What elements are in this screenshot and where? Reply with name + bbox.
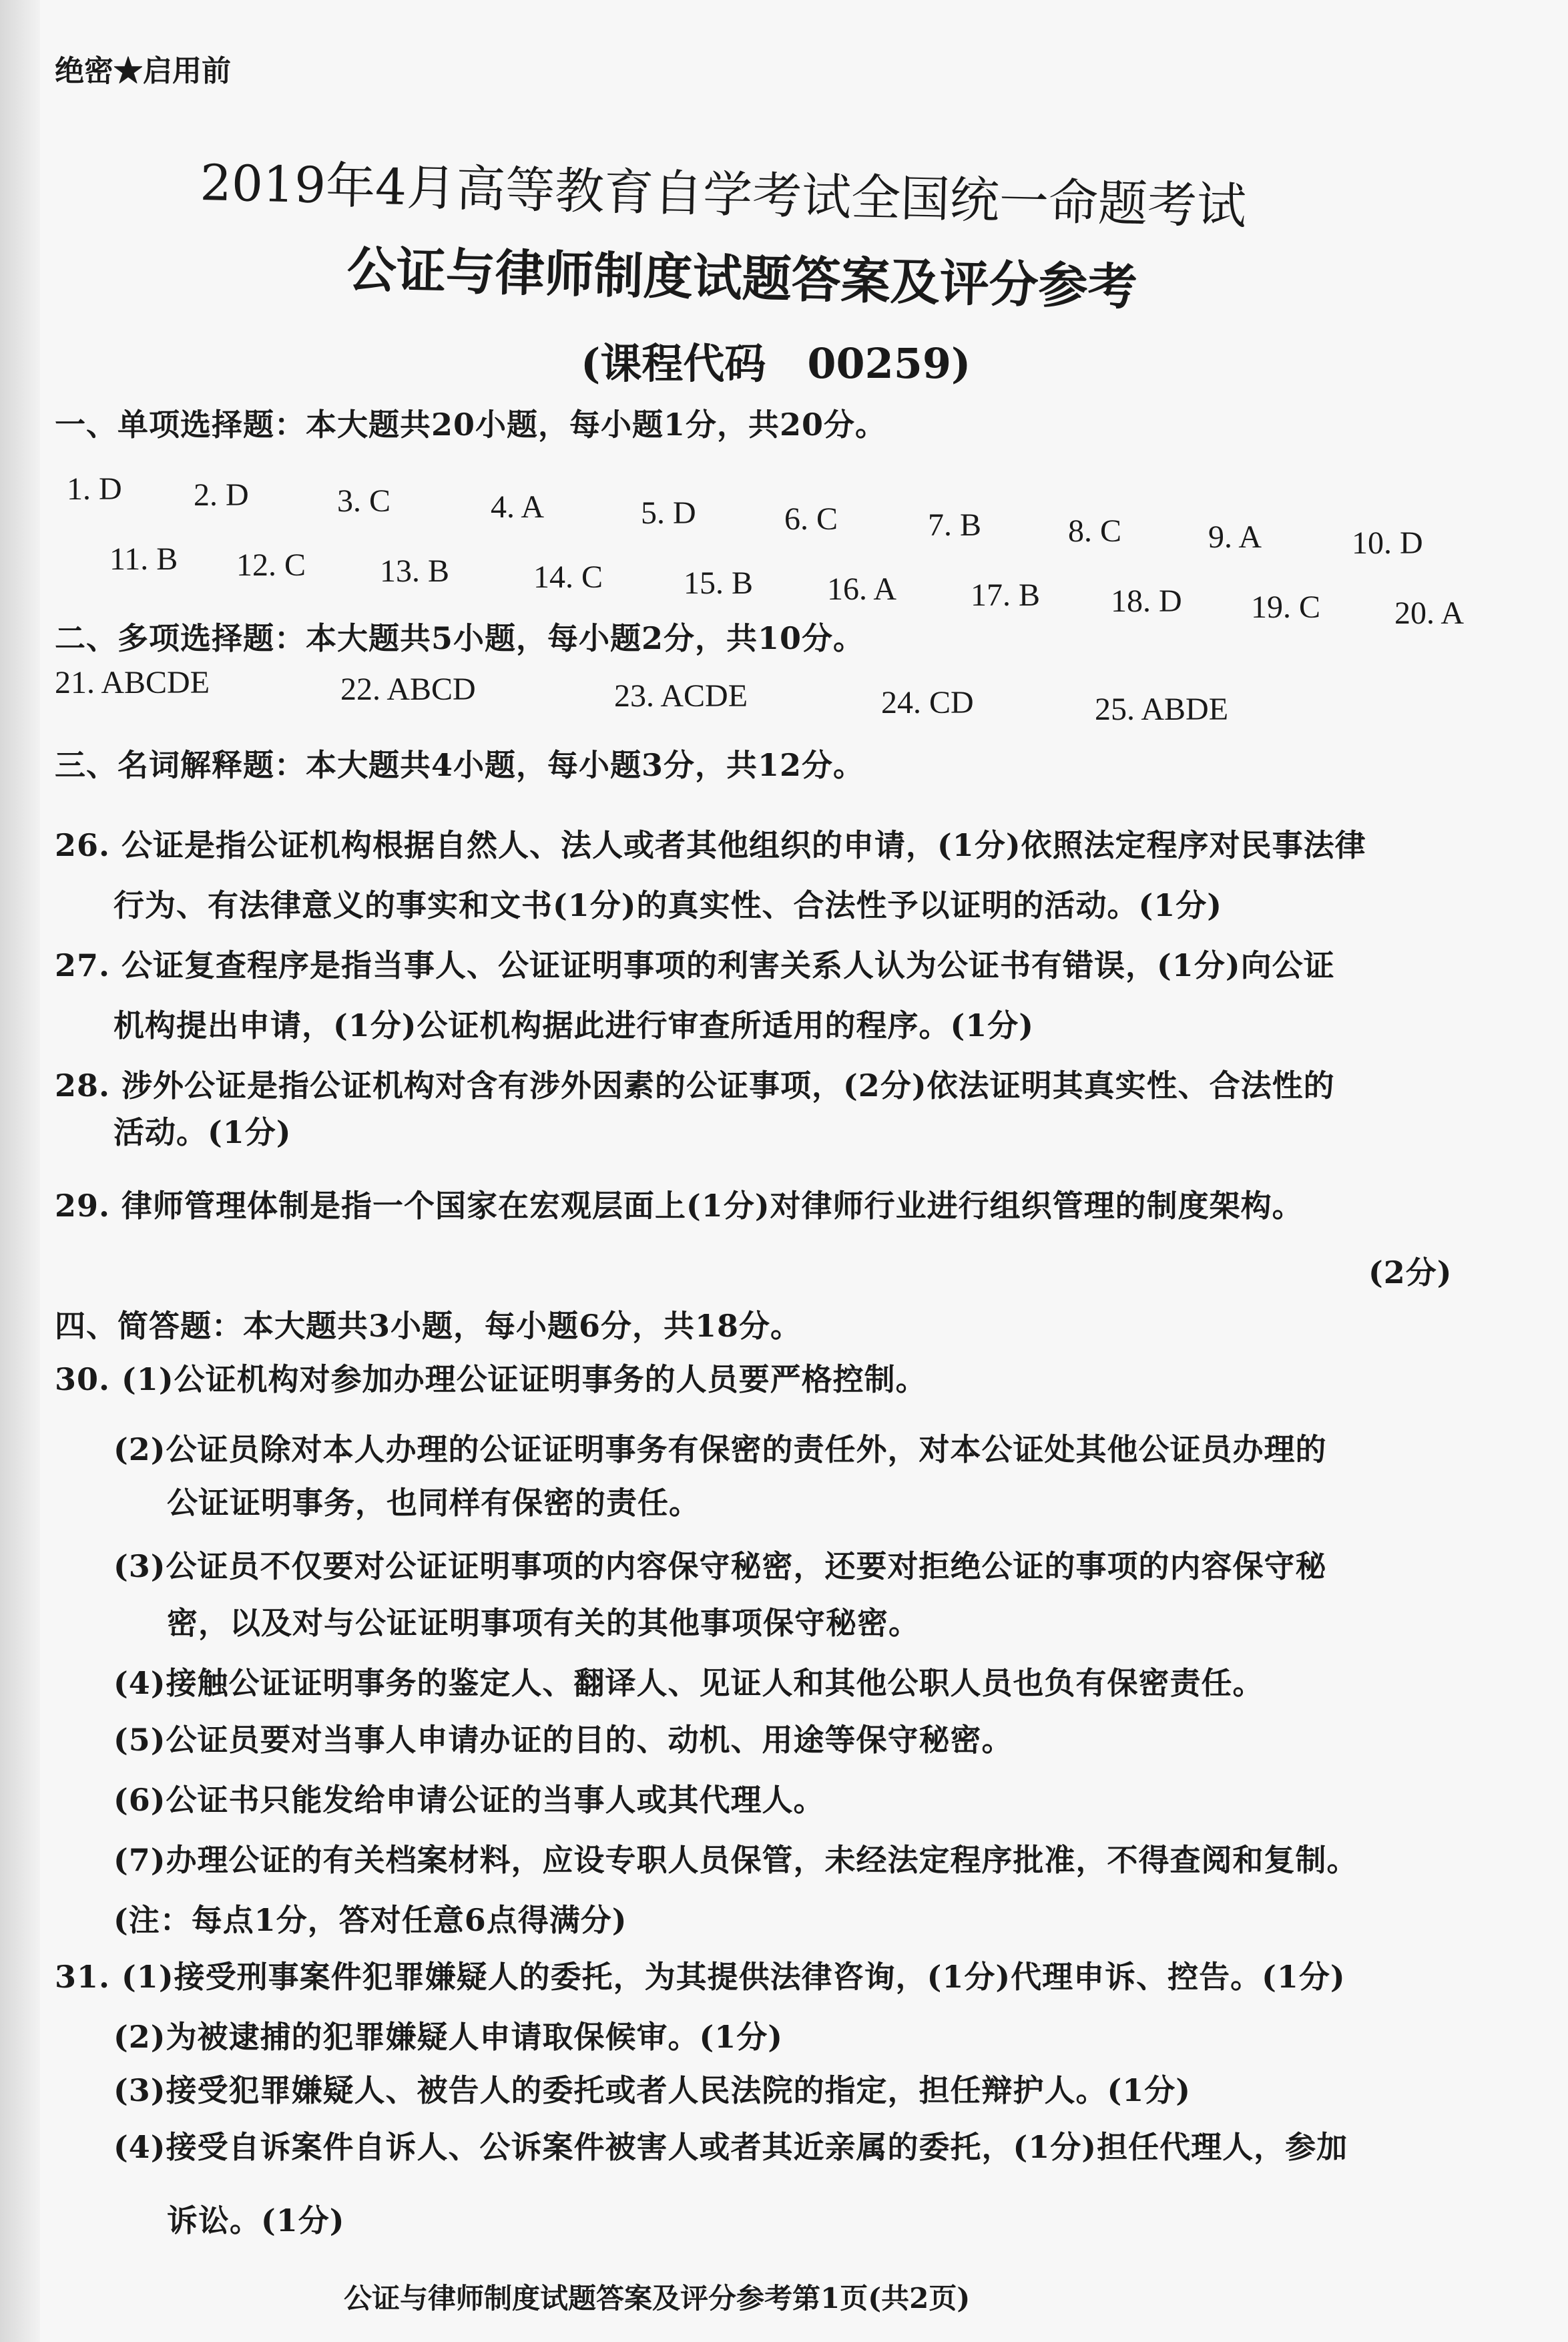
answer-line: (5)公证员要对当事人申请办证的目的、动机、用途等保守秘密。 [113, 1722, 1013, 1758]
section-heading-term-explanation: 三、名词解释题：本大题共4小题，每小题3分，共12分。 [55, 747, 865, 783]
answer-line: 27. 公证复查程序是指当事人、公证证明事项的利害关系人认为公证书有错误，(1分)向公证 [55, 947, 1335, 983]
confidential-label: 绝密★启用前 [55, 54, 231, 88]
answer-item: 21. ABCDE [55, 665, 210, 700]
answer-line: 密，以及对与公证证明事项有关的其他事项保守秘密。 [167, 1605, 920, 1641]
answer-item: 19. C [1251, 590, 1321, 625]
answer-item: 5. D [641, 495, 696, 531]
answer-line: 机构提出申请，(1分)公证机构据此进行审查所适用的程序。(1分) [113, 1007, 1035, 1043]
answer-item: 2. D [194, 477, 249, 513]
answer-line: (3)接受犯罪嫌疑人、被告人的委托或者人民法院的指定，担任辩护人。(1分) [113, 2072, 1192, 2108]
answer-line: (7)办理公证的有关档案材料，应设专职人员保管，未经法定程序批准，不得查阅和复制。 [113, 1842, 1358, 1878]
answer-item: 8. C [1068, 513, 1122, 549]
section-heading-single-choice: 一、单项选择题：本大题共20小题，每小题1分，共20分。 [55, 407, 887, 443]
answer-line: (注：每点1分，答对任意6点得满分) [113, 1902, 627, 1938]
answer-item: 11. B [109, 541, 178, 577]
section-heading-multiple-choice: 二、多项选择题：本大题共5小题，每小题2分，共10分。 [55, 620, 865, 656]
exam-title: 2019年4月高等教育自学考试全国统一命题考试 [199, 154, 1247, 236]
answer-line: (2)为被逮捕的犯罪嫌疑人申请取保候审。(1分) [113, 2019, 784, 2055]
answer-item: 15. B [684, 565, 754, 601]
answer-line: (3)公证员不仅要对公证证明事项的内容保守秘密，还要对拒绝公证的事项的内容保守秘 [113, 1548, 1327, 1584]
answer-item: 6. C [784, 501, 838, 537]
answer-line: 诉讼。(1分) [167, 2202, 345, 2239]
answer-item: 18. D [1111, 583, 1182, 619]
answer-line: 行为、有法律意义的事实和文书(1分)的真实性、合法性予以证明的活动。(1分) [113, 887, 1223, 923]
answer-line: (4)接受自诉案件自诉人、公诉案件被害人或者其近亲属的委托，(1分)担任代理人，参加 [113, 2129, 1348, 2165]
answer-item: 12. C [236, 547, 306, 583]
answer-item: 9. A [1208, 519, 1262, 555]
answer-line: 30. (1)公证机构对参加办理公证证明事务的人员要严格控制。 [55, 1361, 927, 1397]
answer-item: 22. ABCD [340, 672, 476, 707]
document-title: 公证与律师制度试题答案及评分参考 [346, 241, 1138, 316]
answer-item: 1. D [67, 471, 122, 507]
answer-line: (4)接触公证证明事务的鉴定人、翻译人、见证人和其他公职人员也负有保密责任。 [113, 1665, 1264, 1701]
answer-item: 23. ACDE [614, 678, 748, 714]
answer-line: 28. 涉外公证是指公证机构对含有涉外因素的公证事项，(2分)依法证明其真实性、合法性的 [55, 1068, 1335, 1104]
answer-item: 20. A [1394, 596, 1465, 631]
answer-item: 4. A [491, 489, 545, 525]
page-footer: 公证与律师制度试题答案及评分参考第1页(共2页) [344, 2282, 971, 2315]
answer-item: 3. C [337, 483, 391, 519]
answer-item: 16. A [827, 571, 897, 607]
answer-line: 31. (1)接受刑事案件犯罪嫌疑人的委托，为其提供法律咨询，(1分)代理申诉、控告。(1分) [55, 1959, 1346, 1995]
answer-line: 公证证明事务，也同样有保密的责任。 [167, 1485, 700, 1521]
answer-line: 活动。(1分) [113, 1114, 292, 1150]
answer-item: 7. B [928, 507, 982, 543]
answer-item: 25. ABDE [1095, 692, 1229, 727]
answer-item: 13. B [380, 553, 450, 589]
answer-item: 24. CD [881, 685, 974, 720]
answer-item: 10. D [1352, 525, 1423, 561]
answer-line: (2)公证员除对本人办理的公证证明事务有保密的责任外，对本公证处其他公证员办理的 [113, 1431, 1327, 1467]
answer-line: 29. 律师管理体制是指一个国家在宏观层面上(1分)对律师行业进行组织管理的制度架构。 [55, 1188, 1304, 1224]
answer-line: (2分) [1368, 1254, 1453, 1291]
course-code: (课程代码 00259) [581, 339, 971, 388]
answer-line: 26. 公证是指公证机构根据自然人、法人或者其他组织的申请，(1分)依照法定程序对民事法律 [55, 827, 1366, 863]
answer-item: 14. C [533, 559, 603, 595]
section-heading-short-answer: 四、简答题：本大题共3小题，每小题6分，共18分。 [55, 1308, 802, 1344]
answer-line: (6)公证书只能发给申请公证的当事人或其代理人。 [113, 1782, 825, 1818]
answer-item: 17. B [971, 577, 1041, 613]
